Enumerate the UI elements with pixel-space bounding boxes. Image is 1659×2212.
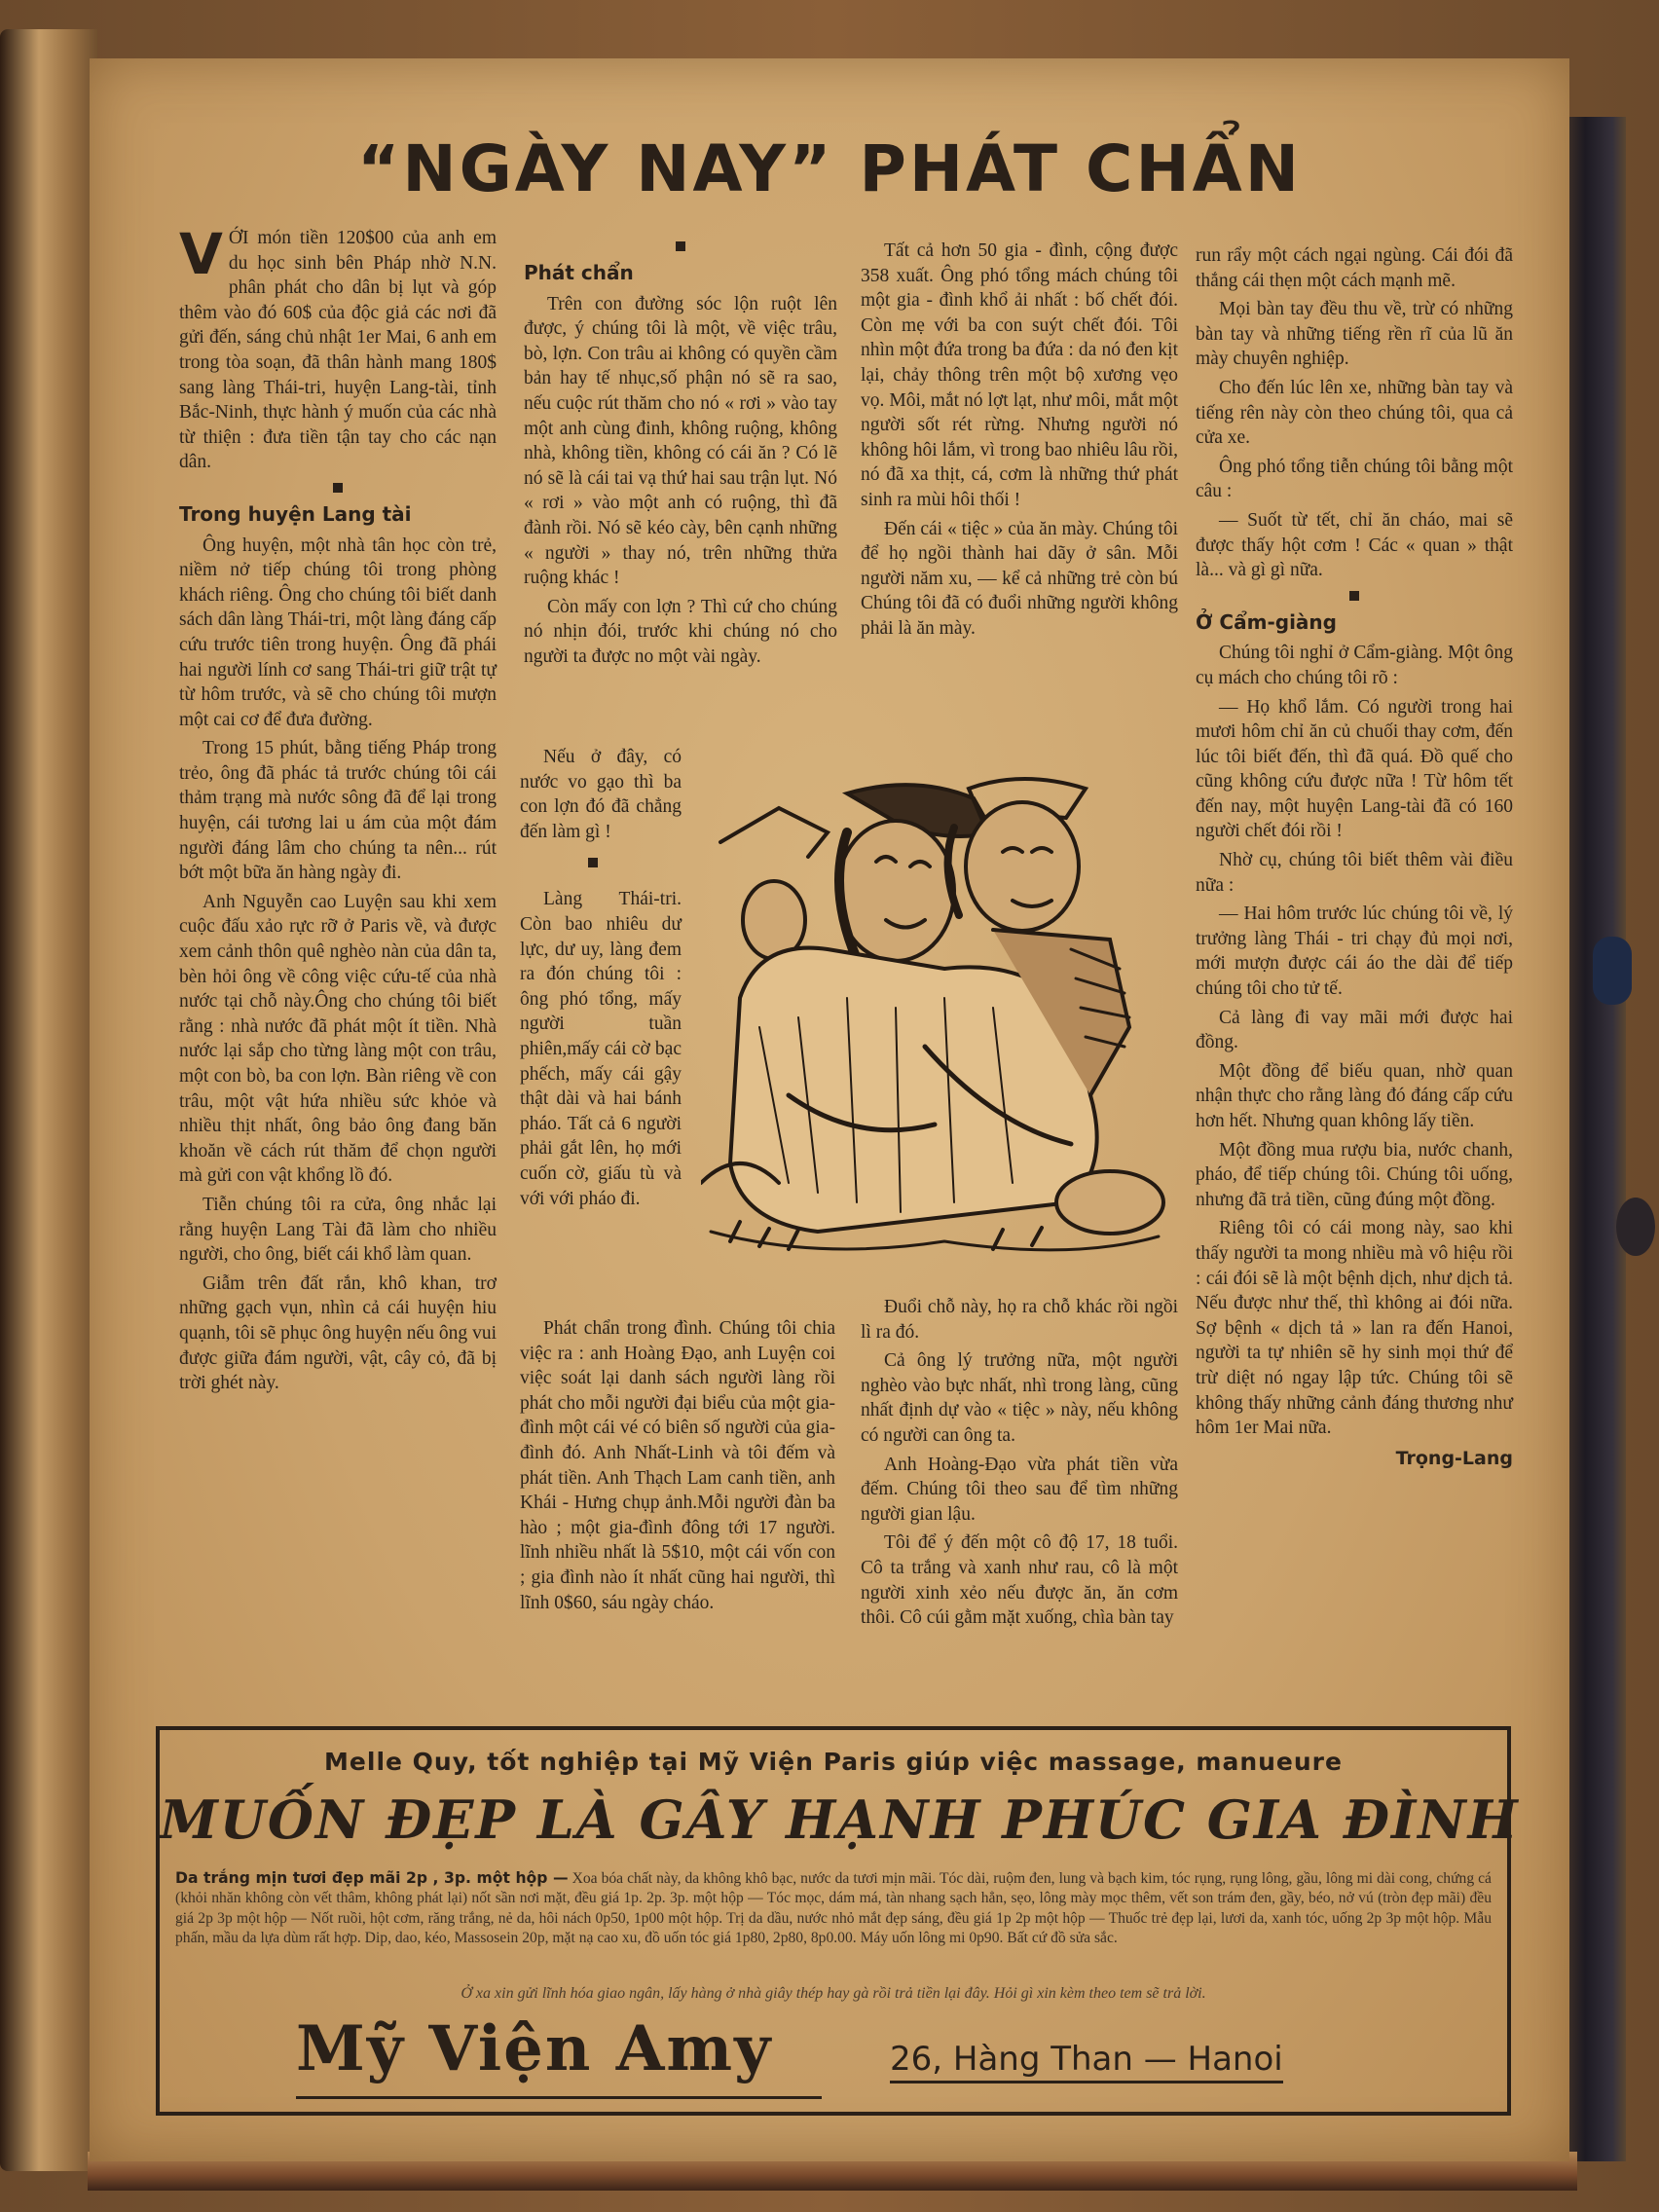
paragraph: Chúng tôi nghỉ ở Cẩm-giàng. Một ông cụ mách cho chúng tôi rõ : (1196, 643, 1513, 688)
column-4 (1196, 243, 1513, 1471)
paragraph: Còn mấy con lợn ? Thì cứ cho chúng nó nhịn đói, trước khi chúng nó cho người ta được no một vài ngày. (524, 596, 837, 667)
author-signature: Trọng-Lang (1395, 1447, 1513, 1469)
section-separator (588, 858, 598, 867)
paragraph: Trong 15 phút, bằng tiếng Pháp trong trẻo, ông đã phác tả trước chúng tôi cái thảm trạng mà nước sông đã để lại trong huyện, cái tương lai u ám của một đám người đáng lâm cho chúng ta nên... rút bớt một bữa ăn hàng ngày đi. (179, 738, 497, 884)
headline: “NGÀY NAY” PHÁT CHẨN (356, 131, 1302, 206)
paragraph: Một đồng mua rượu bia, nước chanh, pháo, để tiếp chúng tôi. Chúng tôi uống, nhưng đã trả tiền, cũng đúng một đồng. (1196, 1139, 1513, 1210)
section-separator (676, 241, 685, 251)
column-2-top (524, 234, 837, 674)
ad-slogan: MUỐN ĐẸP LÀ GÂY HẠNH PHÚC GIA ĐÌNH (160, 1788, 1520, 1851)
column-2-bottom (520, 1316, 835, 1619)
section-separator (333, 483, 343, 493)
ad-top-line: Melle Quy, tốt nghiệp tại Mỹ Viện Paris giúp việc massage, manueure (324, 1748, 1343, 1776)
paragraph: Ông huyện, một nhà tân học còn trẻ, niềm nở tiếp chúng tôi trong phòng khách riêng. Ông cho chúng tôi biết danh sách dân làng Thái-tri, một làng đáng cấp cứu trước tiên trong huyện. Ông đã phái hai người lính cơ sang Thái-tri giữ trật tự từ hôm trước, và sẽ cho chúng tôi mượn một cai cơ để đưa đường. (179, 535, 497, 730)
ad-address: 26, Hàng Than — Hanoi (890, 2040, 1283, 2083)
drop-cap: V (179, 221, 223, 287)
paragraph: Mọi bàn tay đều thu về, trừ có những bàn tay và những tiếng rền rĩ của lũ ăn mày chuyên nghiệp. (1196, 299, 1513, 370)
paragraph: run rẩy một cách ngại ngùng. Cái đói đã thắng cái thẹn một cách mạnh mẽ. (1196, 245, 1513, 291)
subhead-phat-chan: Phát chẩn (524, 261, 634, 284)
paragraph: Nếu ở đây, có nước vo gạo thì ba con lợn đó đã chẳng đến làm gì ! (520, 747, 682, 842)
paragraph: — Họ khổ lắm. Có người trong hai mươi hôm chỉ ăn củ chuối thay cơm, đến lúc tôi biết đến, thì đã quá. Đồ quế cho cũng không cứu được nữa ! Từ hôm tết đến nay, một huyện Lang-tài đã có 160 người chết đói rồi ! (1196, 696, 1513, 842)
subhead-lang-tai: Trong huyện Lang tài (179, 501, 412, 526)
paragraph: Riêng tôi có cái mong này, sao khi thấy người ta mong nhiều mà vô hiệu rồi : cái đói sẽ là một bệnh dịch, như dịch tả. Nếu được như thế, thì không ai đói nữa. Sợ bệnh « dịch tả » lan ra đến Hanoi, người ta tự nhiên sẽ hy sinh mọi thứ để trừ diệt nó ngay lập tức. Chúng tôi sẽ không thấy những cảnh đáng thương như hôm 1er Mai nữa. (1196, 1218, 1513, 1439)
paragraph: Làng Thái-tri. Còn bao nhiêu dư lực, dư uy, làng đem ra đón chúng tôi : ông phó tổng, mấy người tuần phiên,mấy cái cờ bạc phếch, mấy cái gậy thật dài và hai bánh pháo. Tất cả 6 người phải gắt lên, họ mới cuốn cờ, giấu tù và với với pháo đi. (520, 889, 682, 1209)
ad-brand-underline (296, 2096, 822, 2099)
paragraph: — Hai hôm trước lúc chúng tôi về, lý trưởng làng Thái - tri chạy đủ mọi nơi, mới mượn được cái áo the dài để tiếp chúng tôi cho tử tế. (1196, 903, 1513, 1000)
book-binding-left (0, 29, 97, 2171)
paragraph: Nhờ cụ, chúng tôi biết thêm vài điều nữa : (1196, 850, 1513, 896)
ad-body-lead: Da trắng mịn tươi đẹp mãi 2p , 3p. một hộp — (175, 1869, 569, 1887)
column-3-top (861, 239, 1178, 645)
paragraph: Trên con đường sóc lộn ruột lên được, ý chúng tôi là một, về việc trâu, bò, lợn. Con trâu ai không có quyền cầm bản hay tế nhục,số phận nó sẽ ra sao, nếu cuộc rút thăm cho nó « rơi » vào tay một anh cùng đinh, không ruộng, không nhà, không tiền, không có cái ăn ? Có lẽ nó sẽ là cái tai vạ thứ hai sau trận lụt. Nó « rơi » vào một anh có ruộng, thì đã đành rồi. Nó sẽ kéo cày, bên cạnh những « người » thay nó, trên những thửa ruộng khác ! (524, 293, 837, 589)
paragraph: Giẫm trên đất rắn, khô khan, trơ những gạch vụn, nhìn cả cái huyện hiu quạnh, tôi sẽ phục ông huyện nếu ông vui được giữa đám người, vật, cây cỏ, đã bị trời ghét này. (179, 1272, 497, 1394)
binder-ring (1616, 1198, 1655, 1256)
column-1 (179, 221, 497, 1400)
ad-brand: Mỹ Viện Amy (296, 2012, 773, 2085)
paragraph: Một đồng để biếu quan, nhờ quan nhận thực cho rằng làng đó đáng cấp cứu hơn hết. Nhưng quan không lấy tiền. (1196, 1060, 1513, 1131)
ad-note: Ở xa xin gửi lĩnh hóa giao ngân, lấy hàng ở nhà giây thép hay gà rồi trả tiền lại đây. Hỏi gì xin kèm theo tem sẽ trả lời. (461, 1985, 1206, 2002)
paragraph: Đuổi chỗ này, họ ra chỗ khác rồi ngồi lì ra đó. (861, 1297, 1178, 1343)
paragraph: Đến cái « tiệc » của ăn mày. Chúng tôi để họ ngồi thành hai dãy ở sân. Mỗi người năm xu, — kể cả những trẻ còn bú Chúng tôi đã có đuổi những người không phải là ăn mày. (861, 518, 1178, 639)
section-separator (1349, 591, 1359, 601)
paragraph: Phát chẩn trong đình. Chúng tôi chia việc ra : anh Hoàng Đạo, anh Luyện coi việc soát lại danh sách người làng rồi phát cho mỗi người đại biểu của một gia- đình một cái vé có biên số người của gia-đình đó. Anh Nhất-Linh và tôi đếm và phát tiền. Anh Thạch Lam canh tiền, anh Khái - Hưng chụp ảnh.Mỗi người đàn ba hào ; một gia-đình đông tới 17 người. lĩnh nhiều nhất là 5$10, một cái vốn con ; gia đình nào ít nhất cũng hai người, thì lĩnh 0$60, sáu ngày cháo. (520, 1318, 835, 1613)
binder-clip (1593, 937, 1632, 1005)
intro-text: ỚI món tiền 120$00 của anh em du học sinh bên Pháp nhờ N.N. phân phát cho dân bị lụt và góp thêm vào đó 60$ của độc giả các nơi đã gửi đến, sáng chủ nhật 1er Mai, 6 anh em trong tòa soạn, đã thân hành mang 180$ sang làng Thái-tri, huyện Lang-tài, tỉnh Bắc-Ninh, thực hành ý muốn của các nhà từ thiện : đưa tiền tận tay cho các nạn dân. (179, 228, 497, 473)
ad-body (175, 1868, 1492, 1949)
paragraph: Cho đến lúc lên xe, những bàn tay và tiếng rên này còn theo chúng tôi, qua cả cửa xe. (1196, 377, 1513, 449)
column-2-narrow (520, 745, 682, 1215)
illustration-starving-family (701, 774, 1173, 1261)
ad-body-text: Xoa bóa chất này, da không khô bạc, nước da tươi mịn mãi. Tóc dài, ruộm đen, lung và bạch kim, tóc rụng, rụng lông, gầu, lông mi dài cong, chứng cá (khỏi nhăn không còn vết thâm, không phát lại) nốt sần nơi mặt, đều giá 1p. 2p. 3p. một hộp — Tóc mọc, dám má, tàn nhang sạch hẳn, sẹo, lông mày mọc thêm, vết son trám đen, gầy, béo, nở vú (tròn đẹp mãi) đều giá 2p 3p một hộp — Nốt ruồi, hột cơm, răng trắng, nẻ da, hôi nách 0p50, 1p00 một hộp. Trị da dầu, nước nhỏ mắt đẹp sáng, đều giá 1p 2p một hộp — Thuốc trẻ đẹp lại, lươi da, xanh tóc, uống 2p 3p một hộp. Mẫu phấn, mầu da lựa dùm rất hợp. Dip, dao, kéo, Massosein 20p, mặt nạ cao xu, đồ uốn tóc giá 1p80, 2p80, 8p0.00. Máy uốn lông mi 0p90. Bất cứ đồ sửa sắc. (175, 1870, 1492, 1947)
paragraph: — Suốt từ tết, chỉ ăn cháo, mai sẽ được thấy hột cơm ! Các « quan » thật là... và gì gì nữa. (1196, 509, 1513, 581)
column-3-bottom (861, 1295, 1178, 1635)
paragraph: Tiễn chúng tôi ra cửa, ông nhắc lại rằng huyện Lang Tài đã làm cho nhiều người, cho ông, biết cái khổ làm quan. (179, 1194, 497, 1266)
paragraph: Anh Nguyễn cao Luyện sau khi xem cuộc đấu xảo rực rỡ ở Paris về, và được xem cảnh thôn quê nghèo nàn của dân ta, bèn hỏi ông về công việc cứu-tế của nhà nước tại chỗ này.Ông cho chúng tôi biết rằng : nhà nước đã phát một ít tiền. Nhà nước lại sắp cho từng làng một con trâu, một con bò, ba con lợn. Bàn riêng về con trâu, một vật hứa nhiều sức khỏe và nhiều thịt nhất, ông bảo ông đang băn khoăn về cách rút thăm để chọn người mà gửi con vật khổng lồ đó. (179, 891, 497, 1187)
paragraph: Tất cả hơn 50 gia - đình, cộng được 358 xuất. Ông phó tổng mách chúng tôi một gia - đình khổ ải nhất : bố chết đói. Còn mẹ với ba con suýt chết đói. Tôi nhìn một đứa trong ba đứa : da nó đen kịt lại, chảy thông trên một bộ xương vẹo vọ. Môi, mắt nó lợt lạt, như môi, mắt một người sốt rét rừng. Nhưng người nó không hôi lắm, vì trong bao nhiêu lâu rồi, nó đã xa thịt, cá, cơm là những thứ phát sinh ra mùi hôi thối ! (861, 240, 1178, 510)
intro-paragraph (179, 221, 497, 475)
advertisement-box (156, 1726, 1520, 2116)
paragraph: Anh Hoàng-Đạo vừa phát tiền vừa đếm. Chúng tôi theo sau để tìm những người gian lậu. (861, 1454, 1178, 1525)
subhead-cam-giang: Ở Cẩm-giàng (1196, 609, 1337, 634)
paragraph: Cả làng đi vay mãi mới được hai đồng. (1196, 1007, 1513, 1053)
paragraph: Tôi để ý đến một cô độ 17, 18 tuổi. Cô ta trắng và xanh như rau, cô là một người xinh xẻo nếu được ăn, ăn cơm thôi. Cô cúi gằm mặt xuống, chìa bàn tay (861, 1532, 1178, 1629)
paragraph: Ông phó tổng tiễn chúng tôi bằng một câu : (1196, 456, 1513, 502)
paragraph: Cả ông lý trưởng nữa, một người nghèo vào bực nhất, nhì trong làng, cũng nhất định dự vào « tiệc » này, nếu không có người can ông ta. (861, 1350, 1178, 1446)
